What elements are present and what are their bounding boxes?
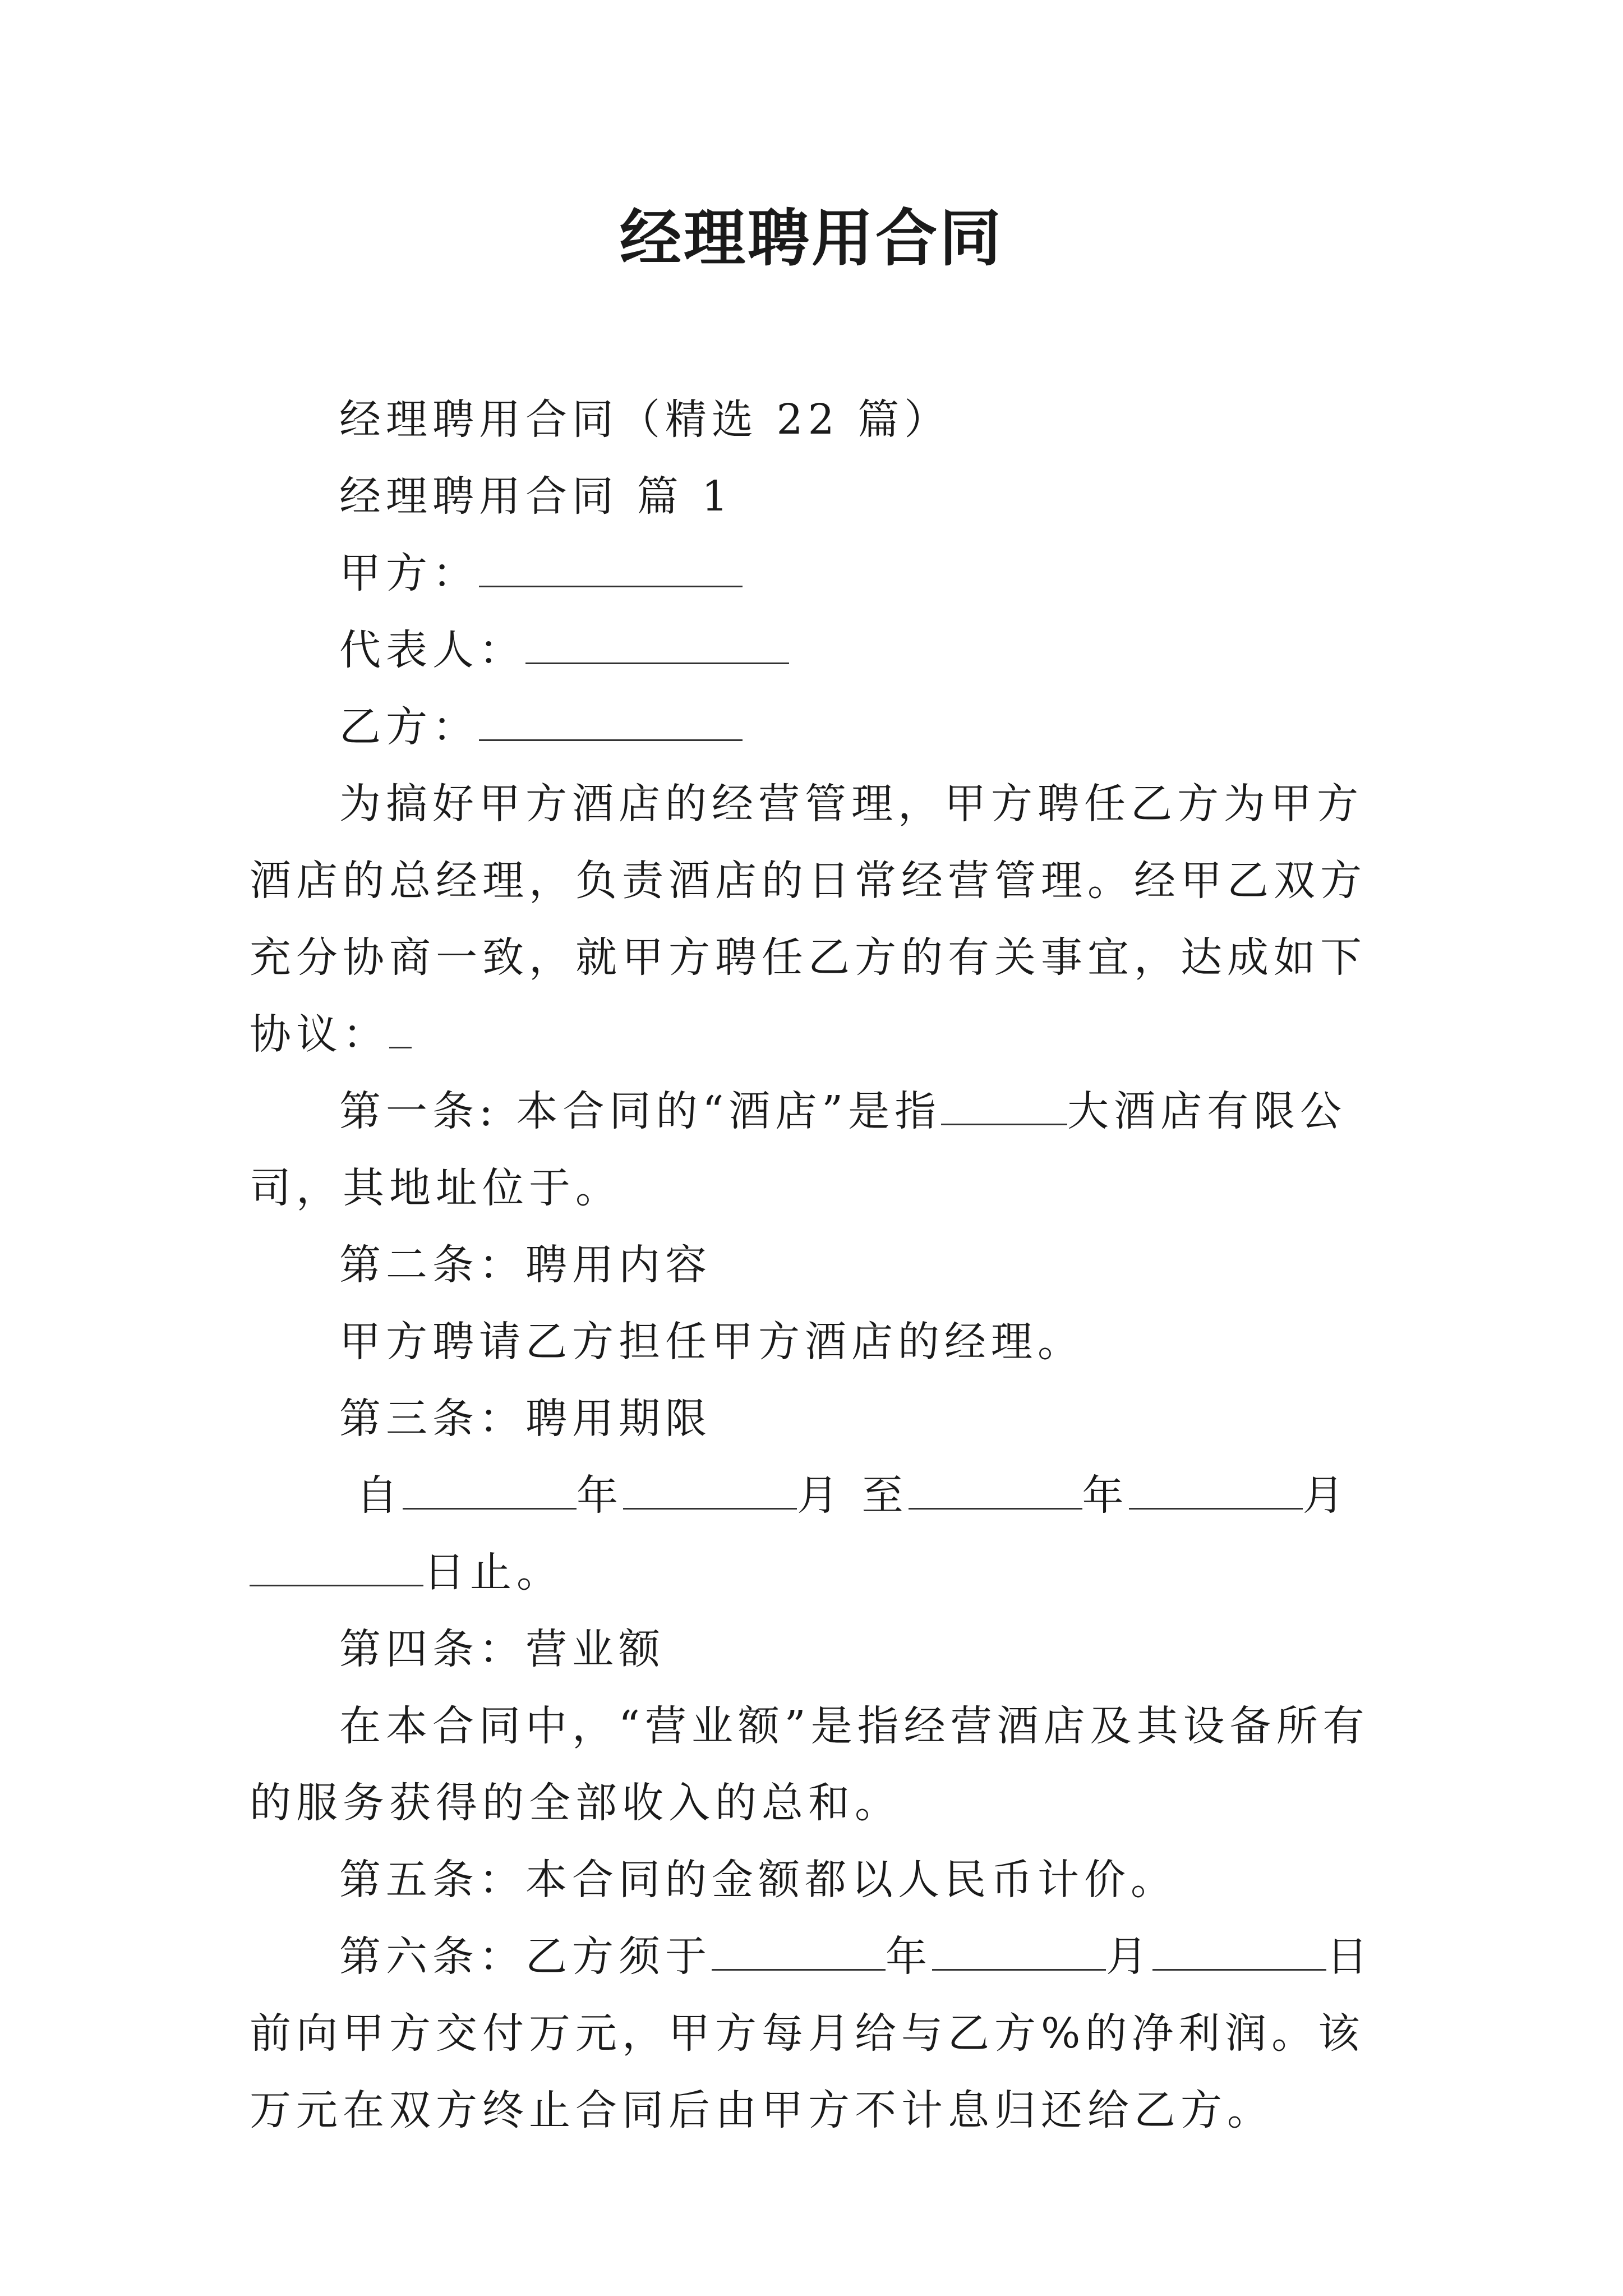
article-5-text: 第五条：本合同的金额都以人民币计价。 (339, 1856, 1177, 1904)
intro-blank (389, 1007, 412, 1048)
start-month-blank (623, 1469, 797, 1510)
party-b-blank (479, 700, 743, 741)
article-1-text-a: 第一条: 本合同的“酒店”是指 (339, 1087, 942, 1135)
article-3-month-to: 月 至 (797, 1471, 909, 1520)
deposit-day-blank (1152, 1930, 1326, 1971)
article-6-text-b: 日前向甲方交付万元，甲方每月给与乙方%的净利润。该万元在双方终止合同后由甲方不计息归还给乙方。 (250, 1932, 1373, 2134)
party-a-label: 甲方： (339, 549, 479, 597)
end-day-blank (250, 1545, 423, 1586)
document-title: 经理聘用合同 (620, 203, 1003, 274)
end-month-blank (1129, 1469, 1303, 1510)
article-1 (250, 1073, 1388, 1227)
article-3-year-1: 年 (577, 1471, 623, 1520)
subtitle-text: 经理聘用合同（精选 22 篇） (339, 395, 951, 444)
article-3-heading (250, 1381, 1388, 1457)
article-5 (250, 1842, 1388, 1918)
article-4-body-text: 在本合同中，“营业额”是指经营酒店及其设备所有的服务获得的全部收入的总和。 (250, 1702, 1370, 1827)
intro-paragraph (250, 766, 1388, 1073)
article-2-heading (250, 1227, 1388, 1304)
article-6 (250, 1918, 1388, 2149)
deposit-month-blank (932, 1930, 1106, 1971)
deposit-year-blank (712, 1930, 886, 1971)
party-a-blank (479, 546, 743, 587)
party-b-line (250, 689, 1388, 766)
article-2-body (250, 1304, 1388, 1381)
start-year-blank (403, 1469, 577, 1510)
article-6-text-a: 第六条：乙方须于 (339, 1932, 712, 1981)
article-2-heading-text: 第二条：聘用内容 (339, 1241, 712, 1289)
article-2-body-text: 甲方聘请乙方担任甲方酒店的经理。 (339, 1318, 1084, 1366)
subtitle (250, 381, 1388, 458)
article-1-text-b: 大酒店有限公司，其地址位于。 (250, 1087, 1347, 1212)
article-6-month: 月 (1106, 1932, 1152, 1981)
article-4-body (250, 1688, 1388, 1842)
document-body (250, 381, 1388, 2149)
article-3-from: 自 (356, 1471, 403, 1520)
party-b-label: 乙方： (339, 703, 479, 751)
end-year-blank (909, 1469, 1082, 1510)
intro-text: 为搞好甲方酒店的经营管理，甲方聘任乙方为甲方酒店的总经理，负责酒店的日常经营管理。经甲乙双方充分协商一致，就甲方聘任乙方的有关事宜，达成如下协议： (250, 780, 1367, 1059)
representative-label: 代表人： (339, 626, 525, 674)
section-heading (250, 458, 1388, 535)
article-3-period (250, 1457, 1388, 1611)
party-a-line (250, 535, 1388, 612)
representative-blank (525, 623, 789, 664)
article-6-year: 年 (886, 1932, 932, 1981)
article-4-heading (250, 1611, 1388, 1688)
article-3-heading-text: 第三条：聘用期限 (339, 1395, 712, 1443)
article-3-month-2: 月 (1302, 1471, 1349, 1520)
article-3-end: 日止。 (423, 1548, 563, 1596)
article-3-year-2: 年 (1082, 1471, 1129, 1520)
representative-line (250, 612, 1388, 689)
hotel-name-blank (941, 1084, 1067, 1125)
section-heading-text: 经理聘用合同 篇 1 (339, 472, 734, 521)
article-4-heading-text: 第四条：营业额 (339, 1625, 665, 1673)
